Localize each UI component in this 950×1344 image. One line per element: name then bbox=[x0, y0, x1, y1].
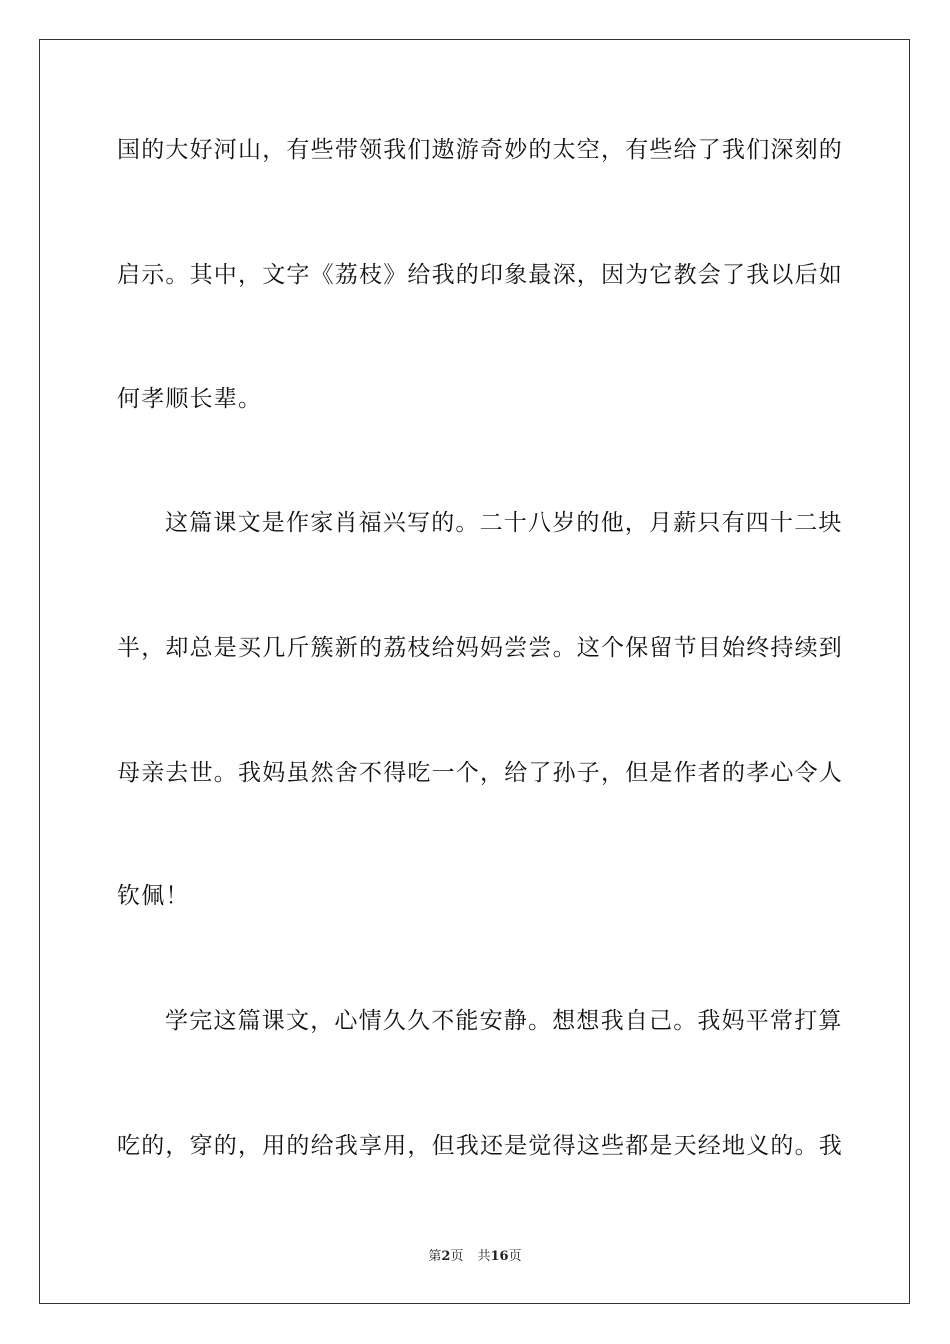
paragraph-1-line-2: 启示。其中，文字《荔枝》给我的印象最深，因为它教会了我以后如 bbox=[117, 262, 843, 288]
footer-total-pages: 16 bbox=[490, 1249, 509, 1264]
paragraph-2-line-2: 半，却总是买几斤簇新的荔枝给妈妈尝尝。这个保留节目始终持续到 bbox=[117, 635, 843, 661]
page-footer bbox=[0, 1248, 950, 1266]
paragraph-3-line-2: 吃的，穿的，用的给我享用，但我还是觉得这些都是天经地义的。我 bbox=[117, 1133, 843, 1159]
paragraph-2-line-3: 母亲去世。我妈虽然舍不得吃一个，给了孙子，但是作者的孝心令人 bbox=[117, 760, 843, 786]
paragraph-3-line-1: 学完这篇课文，心情久久不能安静。想想我自己。我妈平常打算 bbox=[165, 1008, 843, 1034]
paragraph-1-line-1: 国的大好河山，有些带领我们遨游奇妙的太空，有些给了我们深刻的 bbox=[117, 137, 843, 163]
footer-total-suffix: 页 bbox=[508, 1249, 522, 1264]
paragraph-2-line-4: 钦佩！ bbox=[117, 883, 190, 909]
page-frame bbox=[39, 39, 910, 1304]
footer-total-prefix: 共 bbox=[477, 1249, 491, 1264]
paragraph-2-line-1: 这篇课文是作家肖福兴写的。二十八岁的他，月薪只有四十二块 bbox=[165, 510, 843, 536]
footer-page-number: 2 bbox=[441, 1249, 451, 1264]
footer-page-suffix: 页 bbox=[450, 1249, 464, 1264]
footer-page-prefix: 第 bbox=[428, 1249, 442, 1264]
paragraph-1-line-3: 何孝顺长辈。 bbox=[117, 386, 263, 412]
